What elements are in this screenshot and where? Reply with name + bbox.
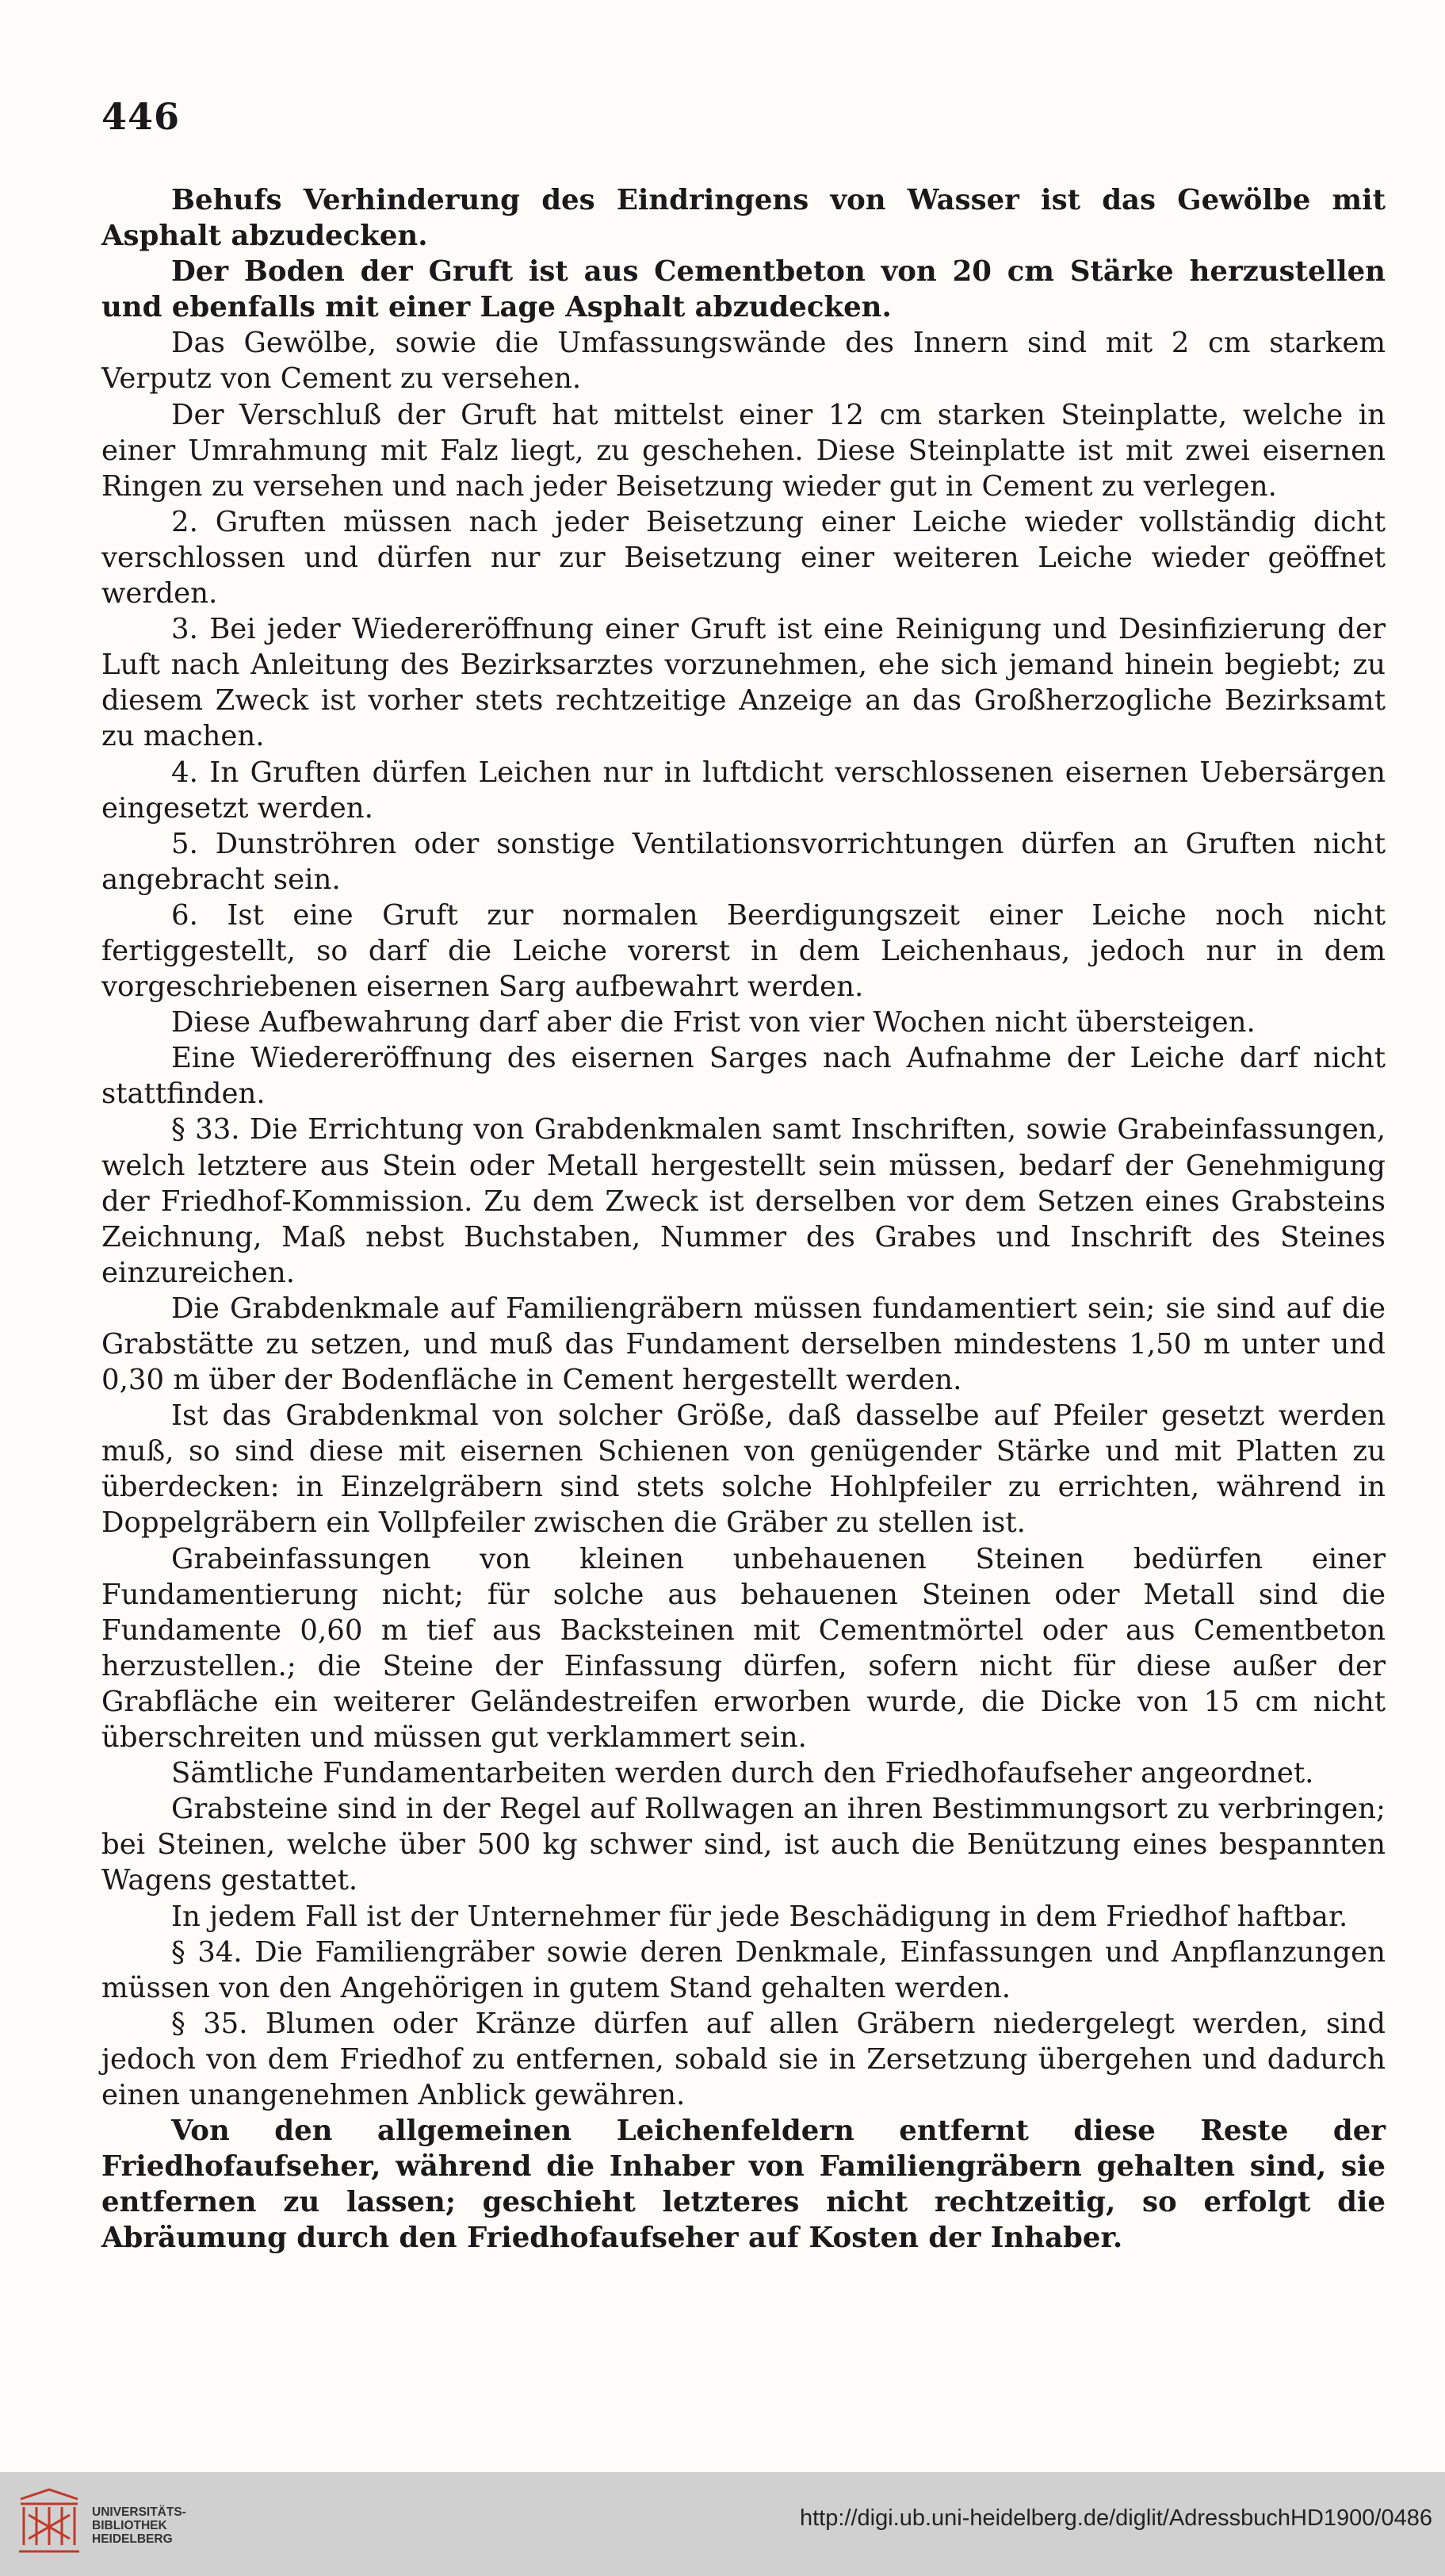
paragraph: Diese Aufbewahrung darf aber die Frist von vier Wochen nicht übersteigen.: [171, 1006, 1256, 1039]
paragraph: Das Gewölbe, sowie die Umfassungswände des Innern sind mit 2 cm starkem Verputz von Cement zu versehen.: [101, 327, 1386, 396]
paragraph: Von den allgemeinen Leichenfeldern entfernt diese Reste der Friedhofaufseher, während die Inhaber von Familiengräbern gehalten sind, sie entfernen zu lassen; geschieht letzteres nicht rechtzeitig, so erfolgt die Abräumung durch den Friedhofaufseher auf Kosten der Inhaber.: [101, 2115, 1386, 2255]
paragraph: Sämtliche Fundamentarbeiten werden durch den Friedhofaufseher angeordnet.: [171, 1757, 1314, 1790]
paragraph: Die Grabdenkmale auf Familiengräbern müssen fundamentiert sein; sie sind auf die Grabstätte zu setzen, und muß das Fundament derselben mindestens 1,50 m unter und 0,30 m über der Bodenfläche in Cement hergestellt werden.: [101, 1292, 1386, 1397]
paragraph: Grabsteine sind in der Regel auf Rollwagen an ihren Bestimmungsort zu verbringen; bei Steinen, welche über 500 kg schwer sind, ist auch die Benützung eines bespannten Wagens gestattet.: [101, 1793, 1386, 1897]
paragraph: 4. In Gruften dürfen Leichen nur in luftdicht verschlossenen eisernen Uebersärgen eingesetzt werden.: [101, 756, 1386, 825]
paragraph: Eine Wiedereröffnung des eisernen Sarges nach Aufnahme der Leiche darf nicht stattfinden.: [101, 1042, 1386, 1111]
paragraph: Der Boden der Gruft ist aus Cementbeton von 20 cm Stärke herzustellen und ebenfalls mit einer Lage Asphalt abzudecken.: [101, 255, 1386, 324]
paragraph: 2. Gruften müssen nach jeder Beisetzung einer Leiche wieder vollständig dicht verschlossen und dürfen nur zur Beisetzung einer weiteren Leiche wieder geöffnet werden.: [101, 505, 1386, 611]
paragraph: 5. Dunströhren oder sonstige Ventilationsvorrichtungen dürfen an Gruften nicht angebracht sein.: [101, 827, 1386, 896]
paragraph: 6. Ist eine Gruft zur normalen Beerdigungszeit einer Leiche noch nicht fertiggestellt, so darf die Leiche vorerst in dem Leichenhaus, jedoch nur in dem vorgeschriebenen eisernen Sarg aufbewahrt werden.: [101, 898, 1386, 1004]
library-name: [92, 2505, 186, 2546]
paragraph: 3. Bei jeder Wiedereröffnung einer Gruft ist eine Reinigung und Desinfizierung der Luft nach Anleitung des Bezirksarztes vorzunehmen, ehe sich jemand hinein begiebt; zu diesem Zweck ist vorher stets rechtzeitige Anzeige an das Großherzogliche Bezirksamt zu machen.: [101, 613, 1386, 753]
paragraph: § 33. Die Errichtung von Grabdenkmalen samt Inschriften, sowie Grabeinfassungen, welch letztere aus Stein oder Metall hergestellt sein müssen, bedarf der Genehmigung der Friedhof-Kommission. Zu dem Zweck ist derselben vor dem Setzen eines Grabsteins Zeichnung, Maß nebst Buchstaben, Nummer des Grabes und Inschrift des Steines einzureichen.: [101, 1113, 1386, 1289]
paragraph: § 35. Blumen oder Kränze dürfen auf allen Gräbern niedergelegt werden, sind jedoch von dem Friedhof zu entfernen, sobald sie in Zersetzung übergehen und dadurch einen unangenehmen Anblick gewähren.: [101, 2007, 1386, 2111]
library-name-line: UNIVERSITÄTS-: [92, 2505, 186, 2519]
paragraph: Behufs Verhinderung des Eindringens von Wasser ist das Gewölbe mit Asphalt abzudecken.: [101, 184, 1386, 253]
page-number: 446: [101, 95, 181, 138]
source-url-link[interactable]: http://digi.ub.uni-heidelberg.de/diglit/AdressbuchHD1900/0486: [799, 2505, 1432, 2531]
paragraph: § 34. Die Familiengräber sowie deren Denkmale, Einfassungen und Anpflanzungen müssen von den Angehörigen in gutem Stand gehalten werden.: [101, 1935, 1386, 2004]
library-name-line: BIBLIOTHEK: [92, 2519, 167, 2532]
paragraph: In jedem Fall ist der Unternehmer für jede Beschädigung in dem Friedhof haftbar.: [171, 1900, 1348, 1933]
paragraph: Ist das Grabdenkmal von solcher Größe, daß dasselbe auf Pfeiler gesetzt werden muß, so sind diese mit eisernen Schienen von genügender Stärke und mit Platten zu überdecken: in Einzelgräbern sind stets solche Hohlpfeiler zu errichten, während in Doppelgräbern ein Vollpfeiler zwischen die Gräber zu stellen ist.: [101, 1399, 1386, 1540]
paragraph: Der Verschluß der Gruft hat mittelst einer 12 cm starken Steinplatte, welche in einer Umrahmung mit Falz liegt, zu geschehen. Diese Steinplatte ist mit zwei eisernen Ringen zu versehen und nach jeder Beisetzung wieder gut in Cement zu verlegen.: [101, 398, 1386, 503]
paragraph: Grabeinfassungen von kleinen unbehauenen Steinen bedürfen einer Fundamentierung nicht; für solche aus behauenen Steinen oder Metall sind die Fundamente 0,60 m tief aus Backsteinen mit Cementmörtel oder aus Cementbeton herzustellen.; die Steine der Einfassung dürfen, sofern nicht für diese außer der Grabfläche ein weiterer Geländestreifen erworben wurde, die Dicke von 15 cm nicht überschreiten und müssen gut verklammert sein.: [101, 1542, 1386, 1755]
body-text: [101, 182, 1386, 2256]
library-name-line: HEIDELBERG: [92, 2532, 173, 2546]
footer-bar: [0, 2472, 1445, 2576]
university-library-logo-icon[interactable]: [13, 2483, 86, 2563]
